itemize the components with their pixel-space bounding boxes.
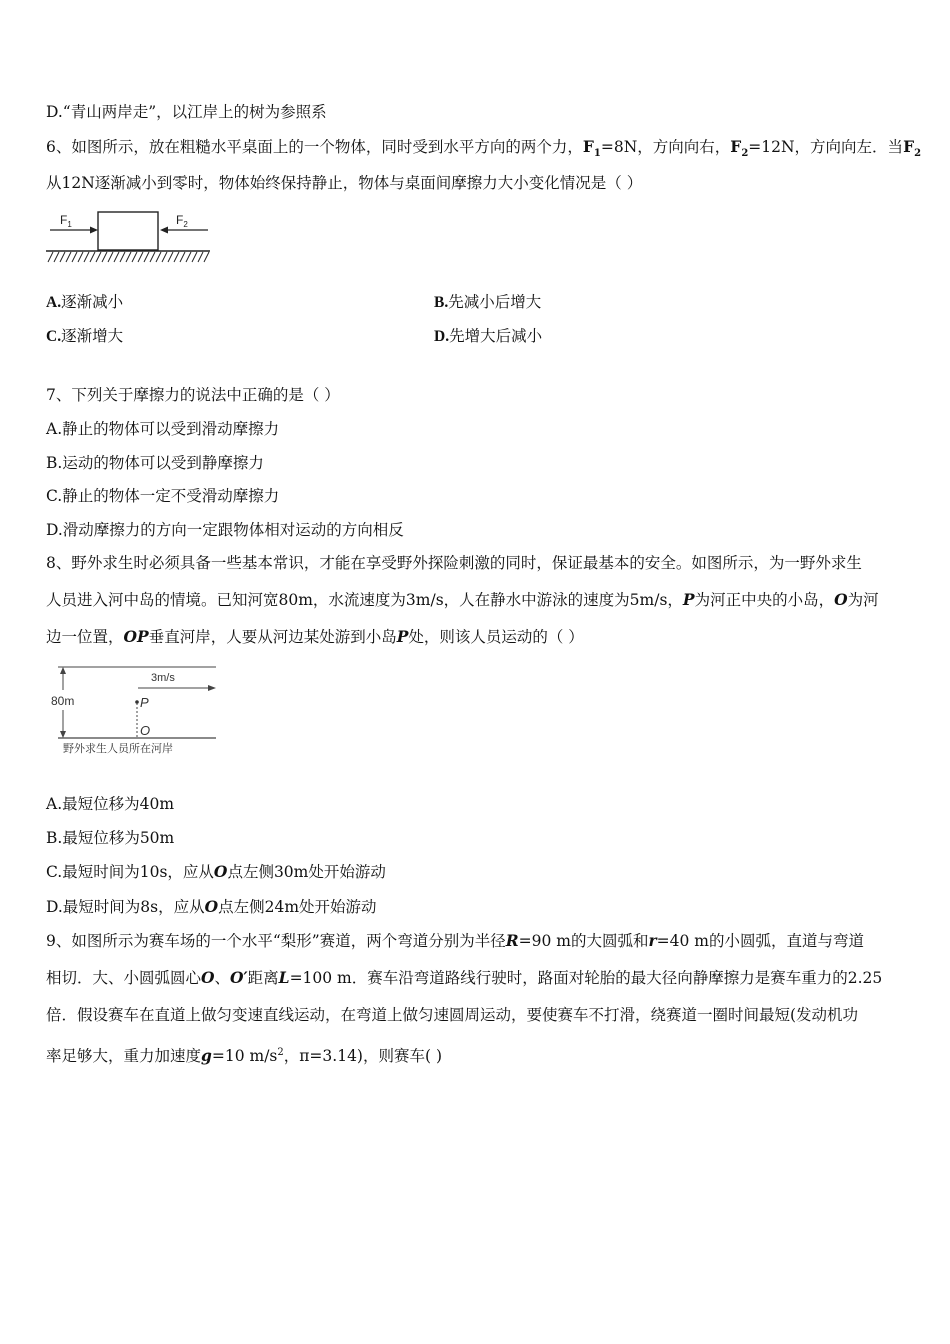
q8-option-b: B.最短位移为50m (46, 829, 175, 847)
q6-f2-value: =12N，方向向左．当 (748, 138, 904, 156)
hatch-line (78, 252, 83, 262)
q7-option-c: C.静止的物体一定不受滑动摩擦力 (46, 487, 280, 505)
o-label: O (140, 723, 151, 738)
q6-force-diagram (44, 206, 214, 268)
q8-option-a: A.最短位移为40m (46, 795, 175, 813)
hatch-line (162, 252, 167, 262)
hatch-line (54, 252, 59, 262)
q6-number: 6、 (46, 138, 72, 156)
q7-option-d: D.滑动摩擦力的方向一定跟物体相对运动的方向相反 (46, 521, 404, 539)
ground-hatching (48, 252, 209, 262)
hatch-line (138, 252, 143, 262)
hatch-line (192, 252, 197, 262)
q8-option-d: D.最短时间为8s，应从O点左侧24m处开始游动 (46, 897, 377, 916)
q6-option-c: C.逐渐增大 (46, 327, 124, 345)
q9-stem-line1: 9、如图所示为赛车场的一个水平“梨形”赛道，两个弯道分别为半径R=90 m的大圆弧和r=40 m的小圆弧，直道与弯道 (46, 931, 864, 950)
speed-label: 3m/s (151, 672, 175, 684)
p-label: P (140, 695, 149, 710)
q6-stem-line1 (46, 137, 921, 164)
bank-caption: 野外求生人员所在河岸 (63, 743, 173, 755)
f2-label: $F_2$ (176, 213, 188, 229)
hatch-line (168, 252, 173, 262)
q6-option-b: B.先减小后增大 (434, 293, 542, 311)
q8-river-diagram (46, 662, 226, 762)
hatch-line (84, 252, 89, 262)
hatch-line (204, 252, 209, 262)
hatch-line (126, 252, 131, 262)
q6-f2-symbol-2: $F_2$ (903, 137, 922, 160)
point-o: O (834, 590, 848, 609)
island-p: P (682, 590, 695, 609)
hatch-line (144, 252, 149, 262)
q9-stem-line2: 相切．大、小圆弧圆心O、O′距离L=100 m．赛车沿弯道路线行驶时，路面对轮胎的最大径向静摩擦力是赛车重力的2.25 (46, 968, 883, 987)
q7-option-b: B.运动的物体可以受到静摩擦力 (46, 454, 264, 472)
hatch-line (96, 252, 101, 262)
hatch-line (108, 252, 113, 262)
q8-option-c: C.最短时间为10s，应从O点左侧30m处开始游动 (46, 862, 386, 881)
hatch-line (120, 252, 125, 262)
q6-f2-symbol: $F_2$ (730, 137, 749, 160)
hatch-line (174, 252, 179, 262)
hatch-line (186, 252, 191, 262)
q8-stem-line1: 8、野外求生时必须具备一些基本常识，才能在享受野外探险刺激的同时，保证最基本的安全。如图所示，为一野外求生 (46, 554, 862, 572)
hatch-line (66, 252, 71, 262)
f1-label: $F_1$ (60, 213, 72, 229)
width-label: 80m (51, 694, 75, 708)
hatch-line (156, 252, 161, 262)
q7-option-a: A.静止的物体可以受到滑动摩擦力 (46, 420, 280, 438)
q6-f1-symbol: $F_1$ (582, 137, 601, 160)
segment-op: OP (123, 627, 149, 646)
q6-option-a: A.逐渐减小 (46, 293, 124, 311)
hatch-line (180, 252, 185, 262)
hatch-line (132, 252, 137, 262)
q5-option-d: D.“青山两岸走”，以江岸上的树为参照系 (46, 103, 327, 121)
hatch-line (150, 252, 155, 262)
q9-stem-line4: 率足够大，重力加速度g=10 $m/s^2$，π=3.14)，则赛车( ) (46, 1046, 443, 1066)
hatch-line (60, 252, 65, 262)
hatch-line (90, 252, 95, 262)
hatch-line (48, 252, 53, 262)
q9-stem-line3: 倍．假设赛车在直道上做匀变速直线运动，在弯道上做匀速圆周运动，要使赛车不打滑，绕赛道一圈时间最短(发动机功 (46, 1006, 859, 1024)
q6-f1-value: =8N，方向向右， (600, 138, 731, 156)
q6-stem-text: 如图所示，放在粗糙水平桌面上的一个物体，同时受到水平方向的两个力， (71, 138, 583, 156)
hatch-line (102, 252, 107, 262)
q6-stem-line2: 从12N逐渐减小到零时，物体始终保持静止，物体与桌面间摩擦力大小变化情况是（ ） (46, 174, 643, 192)
block (98, 212, 158, 250)
q7-stem: 7、下列关于摩擦力的说法中正确的是（ ） (46, 386, 340, 404)
island-p-2: P (396, 627, 409, 646)
hatch-line (114, 252, 119, 262)
q8-stem-line2: 人员进入河中岛的情境。已知河宽80m，水流速度为3m/s，人在静水中游泳的速度为5m/s，P为河正中央的小岛，O为河 (46, 590, 879, 609)
q6-option-d: D.先增大后减小 (434, 327, 543, 345)
hatch-line (72, 252, 77, 262)
q8-stem-line3: 边一位置，OP垂直河岸，人要从河边某处游到小岛P处，则该人员运动的（ ） (46, 627, 584, 646)
hatch-line (198, 252, 203, 262)
